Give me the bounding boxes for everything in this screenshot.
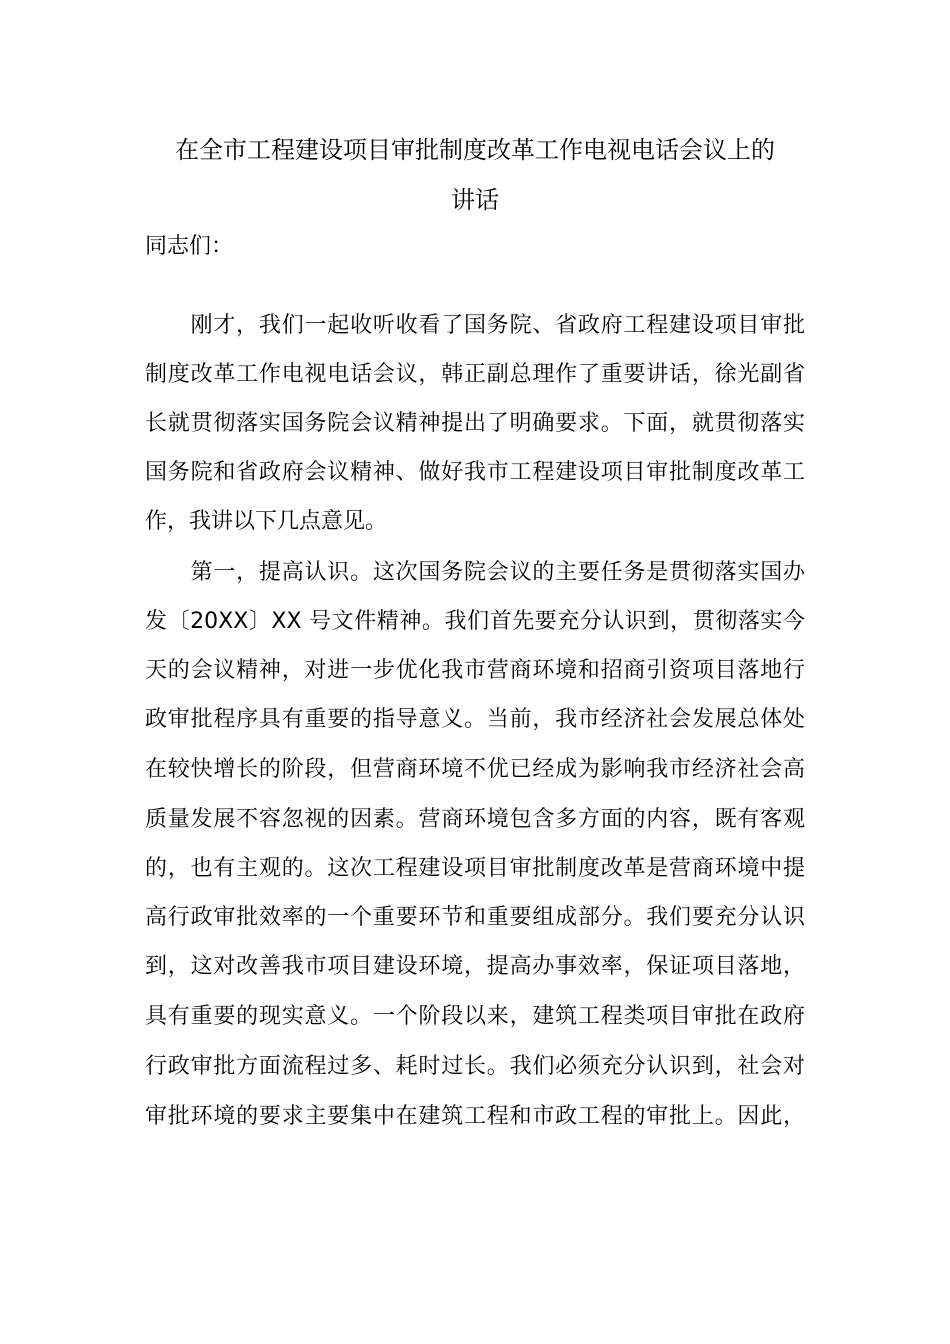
- paragraph-line: 高行政审批效率的一个重要环节和重要组成部分。我们要充分认识: [145, 905, 805, 930]
- paragraph-line: 发〔20XX〕XX 号文件精神。我们首先要充分认识到，贯彻落实今: [145, 609, 805, 634]
- paragraph-line: 质量发展不容忽视的因素。营商环境包含多方面的内容，既有客观: [145, 807, 805, 832]
- paragraph-line: 第一，提高认识。这次国务院会议的主要任务是贯彻落实国办: [145, 560, 805, 585]
- paragraph-line: 国务院和省政府会议精神、做好我市工程建设项目审批制度改革工: [145, 460, 805, 485]
- paragraph-line: 审批环境的要求主要集中在建筑工程和市政工程的审批上。因此，: [145, 1104, 805, 1129]
- paragraph-line: 的，也有主观的。这次工程建设项目审批制度改革是营商环境中提: [145, 856, 805, 881]
- paragraph-line: 作，我讲以下几点意见。: [145, 509, 388, 534]
- paragraph-line: 制度改革工作电视电话会议，韩正副总理作了重要讲话，徐光副省: [145, 362, 805, 387]
- salutation: 同志们：: [145, 234, 234, 259]
- document-title-line-1: 在全市工程建设项目审批制度改革工作电视电话会议上的: [175, 136, 775, 164]
- paragraph-line: 天的会议精神，对进一步优化我市营商环境和招商引资项目落地行: [145, 658, 805, 683]
- paragraph-line: 到，这对改善我市项目建设环境，提高办事效率，保证项目落地，: [145, 954, 805, 979]
- paragraph-line: 行政审批方面流程过多、耗时过长。我们必须充分认识到，社会对: [145, 1054, 805, 1079]
- paragraph-line: 具有重要的现实意义。一个阶段以来，建筑工程类项目审批在政府: [145, 1004, 805, 1029]
- paragraph-line: 在较快增长的阶段，但营商环境不优已经成为影响我市经济社会高: [145, 757, 805, 782]
- paragraph-line: 长就贯彻落实国务院会议精神提出了明确要求。下面，就贯彻落实: [145, 411, 805, 436]
- document-title-line-2: 讲话: [451, 186, 499, 214]
- paragraph-line: 刚才，我们一起收听收看了国务院、省政府工程建设项目审批: [145, 313, 805, 338]
- paragraph-line: 政审批程序具有重要的指导意义。当前，我市经济社会发展总体处: [145, 707, 805, 732]
